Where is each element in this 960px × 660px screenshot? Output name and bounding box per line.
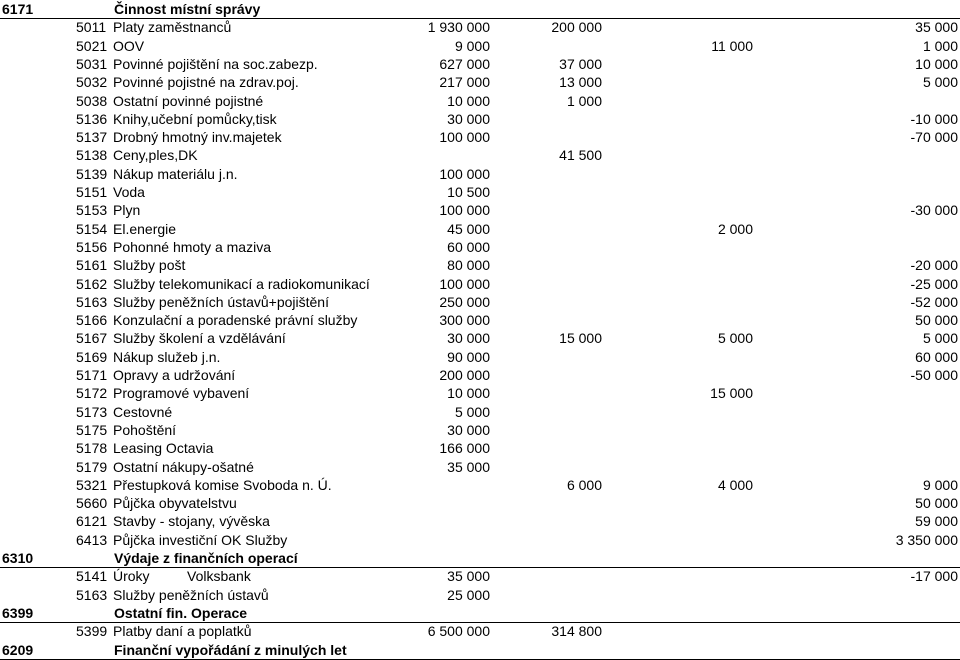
budget-item-row — [0, 421, 960, 439]
budget-item-row — [0, 458, 960, 476]
amount-col-1: 250 000 — [439, 293, 490, 310]
amount-col-4: -50 000 — [910, 367, 958, 383]
item-code: 5138 — [76, 147, 108, 164]
item-code: 5141 — [76, 568, 108, 585]
item-code: 5399 — [76, 623, 108, 640]
amount-col-1: 10 000 — [447, 385, 490, 402]
amount-col-2: 13 000 — [559, 74, 602, 91]
section-header-row — [0, 0, 960, 19]
amount-col-1: 6 500 000 — [427, 623, 490, 640]
item-code: 5031 — [76, 55, 108, 72]
amount-col-1: 100 000 — [439, 129, 490, 146]
paragraph-code: 6209 — [2, 641, 34, 658]
amount-col-1: 45 000 — [447, 220, 490, 237]
amount-col-4: -30 000 — [910, 202, 958, 219]
amount-col-1: 30 000 — [447, 330, 490, 347]
budget-item-row — [0, 146, 960, 164]
amount-col-4: 9 000 — [922, 476, 958, 493]
amount-col-1: 35 000 — [447, 458, 490, 475]
budget-item-row — [0, 37, 960, 55]
item-code: 5151 — [76, 184, 108, 200]
item-name: Stavby - stojany, vývěska — [113, 513, 270, 530]
item-name: Půjčka investiční OK Služby — [113, 531, 288, 548]
item-code: 5038 — [76, 92, 108, 109]
budget-item-row — [0, 384, 960, 402]
item-name: Drobný hmotný inv.majetek — [113, 129, 282, 146]
amount-col-1: 10 000 — [447, 92, 490, 109]
section-header-row — [0, 549, 960, 568]
amount-col-1: 166 000 — [439, 440, 490, 457]
budget-item-row — [0, 201, 960, 219]
amount-col-1: 300 000 — [439, 312, 490, 329]
item-name: Ostatní povinné pojistné — [113, 92, 264, 109]
amount-col-3: 15 000 — [710, 385, 753, 402]
section-title: Ostatní fin. Operace — [114, 604, 248, 621]
budget-item-row — [0, 256, 960, 274]
item-code: 5169 — [76, 348, 108, 365]
amount-col-1: 217 000 — [439, 74, 490, 91]
budget-item-row — [0, 220, 960, 238]
amount-col-4: -70 000 — [910, 129, 958, 146]
item-name: Cestovné — [113, 403, 173, 420]
item-name: Konzulační a poradenské právní služby — [113, 312, 358, 329]
budget-item-row — [0, 311, 960, 329]
item-name: Programové vybavení — [113, 385, 250, 402]
amount-col-1: 200 000 — [439, 367, 490, 383]
amount-col-4: -10 000 — [910, 110, 958, 127]
item-code: 5136 — [76, 110, 108, 127]
item-code: 5011 — [76, 19, 107, 36]
item-code: 5163 — [76, 293, 108, 310]
section-title: Výdaje z finančních operací — [114, 550, 298, 566]
amount-col-1: 10 500 — [447, 184, 490, 200]
budget-item-row — [0, 403, 960, 421]
item-code: 5032 — [76, 74, 108, 91]
amount-col-1: 100 000 — [439, 275, 490, 292]
amount-col-4: 3 350 000 — [895, 531, 958, 548]
amount-col-4: -17 000 — [910, 568, 958, 585]
amount-col-1: 80 000 — [447, 257, 490, 274]
paragraph-code: 6310 — [2, 550, 34, 566]
budget-item-row — [0, 275, 960, 293]
amount-col-4: -20 000 — [910, 257, 958, 274]
item-code: 5154 — [76, 220, 108, 237]
item-name: OOV — [113, 37, 145, 54]
item-name: Platby daní a poplatků — [113, 623, 252, 640]
item-name: Služby telekomunikací a radiokomunikací — [113, 275, 370, 292]
item-name: Služby pošt — [113, 257, 186, 274]
item-name: Úroky — [113, 568, 150, 585]
item-code: 5660 — [76, 495, 108, 512]
amount-col-4: 5 000 — [922, 330, 958, 347]
item-code: 5156 — [76, 238, 108, 255]
budget-item-row — [0, 531, 960, 549]
item-name: Služby školení a vzdělávání — [113, 330, 286, 347]
amount-col-1: 30 000 — [447, 421, 490, 438]
section-title: Finanční vypořádání z minulých let — [114, 641, 347, 658]
item-code: 5153 — [76, 202, 108, 219]
amount-col-2: 41 500 — [559, 147, 602, 164]
item-name: Služby peněžních ústavů+pojištění — [113, 293, 329, 310]
amount-col-4: 5 000 — [922, 74, 958, 91]
budget-item-row — [0, 622, 960, 640]
budget-item-row — [0, 18, 960, 36]
item-code: 5162 — [76, 275, 108, 292]
budget-item-row — [0, 110, 960, 128]
item-name: Voda — [113, 184, 145, 200]
item-code: 5178 — [76, 440, 108, 457]
budget-item-row — [0, 92, 960, 110]
amount-col-4: -52 000 — [910, 293, 958, 310]
amount-col-4: -25 000 — [910, 275, 958, 292]
amount-col-3: 5 000 — [717, 330, 753, 347]
amount-col-4: 60 000 — [915, 348, 958, 365]
amount-col-3: 2 000 — [717, 220, 753, 237]
item-code: 5179 — [76, 458, 108, 475]
item-name: Platy zaměstnanců — [113, 19, 232, 36]
section-title: Činnost místní správy — [114, 1, 261, 17]
item-bank-name: Volksbank — [187, 568, 251, 585]
budget-item-row — [0, 366, 960, 384]
amount-col-1: 1 930 000 — [427, 19, 490, 36]
item-code: 5161 — [76, 257, 108, 274]
amount-col-1: 25 000 — [447, 586, 490, 603]
amount-col-3: 11 000 — [711, 37, 753, 54]
amount-col-4: 35 000 — [915, 19, 958, 36]
budget-item-row — [0, 512, 960, 530]
item-name: Půjčka obyvatelstvu — [113, 495, 237, 512]
amount-col-2: 6 000 — [566, 476, 602, 493]
budget-item-row — [0, 55, 960, 73]
item-code: 6121 — [76, 513, 108, 530]
amount-col-1: 35 000 — [447, 568, 490, 585]
item-code: 5166 — [76, 312, 108, 329]
item-code: 5171 — [76, 367, 108, 383]
amount-col-1: 100 000 — [439, 165, 490, 182]
section-header-row — [0, 604, 960, 623]
item-name: Ceny,ples,DK — [113, 147, 198, 164]
item-name: Knihy,učební pomůcky,tisk — [113, 110, 277, 127]
item-code: 5173 — [76, 403, 108, 420]
paragraph-code: 6171 — [2, 1, 34, 17]
item-code: 6413 — [76, 531, 108, 548]
item-name: Povinné pojistné na zdrav.poj. — [113, 74, 299, 91]
budget-item-row — [0, 348, 960, 366]
item-code: 5163 — [76, 586, 108, 603]
item-name: Nákup služeb j.n. — [113, 348, 221, 365]
amount-col-4: 50 000 — [915, 495, 958, 512]
item-name: Přestupková komise Svoboda n. Ú. — [113, 476, 332, 493]
budget-item-row — [0, 128, 960, 146]
item-name: El.energie — [113, 220, 177, 237]
budget-item-row — [0, 494, 960, 512]
amount-col-1: 5 000 — [454, 403, 490, 420]
item-name: Služby peněžních ústavů — [113, 586, 269, 603]
budget-item-row — [0, 293, 960, 311]
item-code: 5021 — [76, 37, 108, 54]
budget-item-row — [0, 238, 960, 256]
amount-col-2: 314 800 — [551, 623, 602, 640]
item-name: Plyn — [113, 202, 141, 219]
amount-col-2: 1 000 — [566, 92, 602, 109]
amount-col-4: 59 000 — [915, 513, 958, 530]
budget-item-row — [0, 329, 960, 347]
item-code: 5172 — [76, 385, 108, 402]
budget-item-row — [0, 183, 960, 201]
amount-col-1: 60 000 — [447, 238, 490, 255]
item-code: 5175 — [76, 421, 108, 438]
item-name: Nákup materiálu j.n. — [113, 165, 238, 182]
budget-item-row — [0, 439, 960, 457]
budget-item-row — [0, 476, 960, 494]
budget-item-row — [0, 567, 960, 585]
amount-col-2: 200 000 — [551, 19, 602, 36]
item-name: Ostatní nákupy-ošatné — [113, 458, 254, 475]
item-name: Pohoštění — [113, 421, 177, 438]
amount-col-2: 15 000 — [559, 330, 602, 347]
item-code: 5321 — [76, 476, 108, 493]
amount-col-1: 100 000 — [439, 202, 490, 219]
amount-col-4: 10 000 — [915, 55, 958, 72]
budget-item-row — [0, 586, 960, 604]
item-code: 5139 — [76, 165, 108, 182]
amount-col-3: 4 000 — [717, 476, 753, 493]
amount-col-1: 90 000 — [447, 348, 490, 365]
amount-col-4: 1 000 — [922, 37, 958, 54]
budget-item-row — [0, 73, 960, 91]
amount-col-1: 9 000 — [454, 37, 490, 54]
paragraph-code: 6399 — [2, 604, 34, 621]
item-name: Leasing Octavia — [113, 440, 214, 457]
amount-col-2: 37 000 — [559, 55, 602, 72]
amount-col-4: 50 000 — [915, 312, 958, 329]
amount-col-1: 30 000 — [447, 110, 490, 127]
item-code: 5167 — [76, 330, 108, 347]
budget-item-row — [0, 165, 960, 183]
item-name: Pohonné hmoty a maziva — [113, 238, 271, 255]
item-name: Povinné pojištění na soc.zabezp. — [113, 55, 318, 72]
item-name: Opravy a udržování — [113, 367, 236, 383]
amount-col-1: 627 000 — [439, 55, 490, 72]
item-code: 5137 — [76, 129, 108, 146]
